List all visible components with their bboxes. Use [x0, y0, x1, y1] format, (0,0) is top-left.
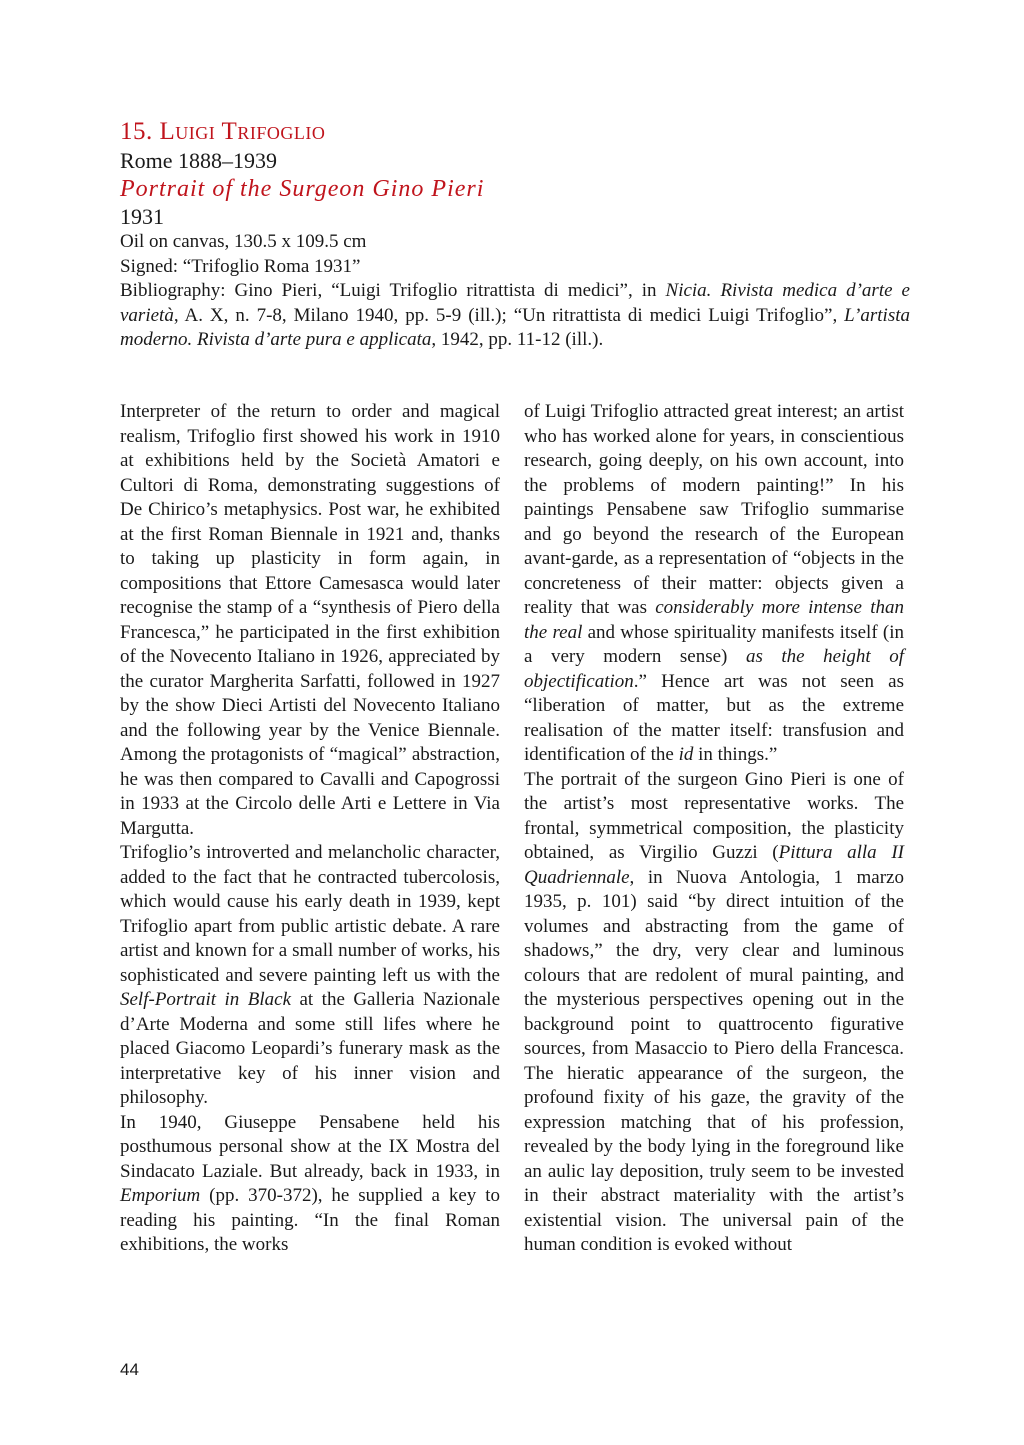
artwork-year: 1931 — [120, 204, 164, 229]
text: In 1940, Giuseppe Pensabene held his posthumous personal show at the IX Mostra del Sindacato Laziale. But already, back in 1933, in — [120, 1111, 500, 1182]
paragraph — [120, 841, 500, 1111]
bibliography-journal-1: Nicia. Rivista medica d’arte e varietà — [120, 280, 910, 326]
paragraph — [524, 768, 904, 1258]
text: in things.” — [693, 744, 778, 765]
bibliography-text: , A. X, n. 7-8, Milano 1940, pp. 5-9 (ill.); “Un ritrattista di medici Luigi Trifoglio”, — [173, 304, 845, 326]
publication-reference: Emporium — [120, 1185, 201, 1206]
text: Trifoglio’s introverted and melancholic character, added to the fact that he contracted tubercolosis, which would cause his early death in 1939, kept Trifoglio apart from public artistic debate. A rare artist and known for a small number of works, his sophisticated and severe painting left us with the — [120, 842, 500, 986]
artwork-title: Portrait of the Surgeon Gino Pieri — [120, 176, 485, 202]
text: and whose spirituality manifests itself (in a very modern sense) — [524, 621, 904, 667]
publication-reference: Pittura alla II Quadriennale — [524, 842, 904, 888]
paragraph: Interpreter of the return to order and magical realism, Trifoglio first showed his work in 1910 at exhibitions held by the Società Amatori e Cultori di Roma, demonstrating suggestions of De Chirico’s metaphysics. Post war, he exhibited at the first Roman Biennale in 1921 and, thanks to taking up plasticity in form again, in compositions that Ettore Camesasca would later recognise the stamp of a “synthesis of Piero della Francesca,” he participated in the first exhibition of the Novecento Italiano in 1926, appreciated by the curator Margherita Sarfatti, followed in 1927 by the show Dieci Artisti del Novecento Italiano and the following year by the Venice Biennale. Among the protagonists of “magical” abstraction, he was then compared to Cavalli and Capogrossi in 1933 at the Circolo delle Arti e Lettere in Via Margutta. — [120, 401, 500, 839]
artwork-medium: Oil on canvas, 130.5 x 109.5 cm — [120, 231, 367, 252]
emphasis: id — [678, 744, 694, 765]
artist-name: Luigi Trifoglio — [159, 118, 326, 145]
artwork-reference: Self-Portrait in Black — [120, 989, 292, 1010]
entry-title — [120, 118, 910, 146]
text: The portrait of the surgeon Gino Pieri is one of the artist’s most representative works. The frontal, symmetrical composition, the plasticity obtained, as Virgilio Guzzi ( — [524, 768, 904, 863]
catalogue-entry-header — [120, 118, 910, 353]
emphasis: as the height of objectification — [524, 646, 904, 692]
artist-origin: Rome 1888–1939 — [120, 148, 278, 173]
body-column-right — [524, 400, 904, 1258]
paragraph — [120, 1111, 500, 1258]
body-column-left — [120, 400, 500, 1258]
text: of Luigi Trifoglio attracted great interest; an artist who has worked alone for years, in conscientious research, going deeply, on his own account, into the problems of modern painting!” In his paintings Pensabene saw Trifoglio summarise and go beyond the research of the European avant-garde, as a representation of “objects in the concreteness of their matter: objects given a reality that was — [524, 401, 904, 618]
bibliography-text: Bibliography: Gino Pieri, “Luigi Trifoglio ritrattista di medici”, in — [120, 280, 666, 301]
bibliography — [120, 279, 910, 353]
entry-number: 15. — [120, 118, 153, 145]
text: (pp. 370-372), he supplied a key to reading his painting. “In the final Roman exhibitions, the works — [120, 1185, 500, 1255]
text: .” Hence art was not seen as “liberation of matter, but as the extreme realisation of the matter itself: transfusion and identification of the — [524, 670, 904, 765]
bibliography-journal-2: L’artista moderno. Rivista d’arte pura e applicata — [120, 304, 910, 350]
page-number: 44 — [120, 1360, 139, 1379]
text: at the Galleria Nazionale d’Arte Moderna and some still lifes where he placed Giacomo Leopardi’s funerary mask as the interpretative key of his inner vision and philosophy. — [120, 989, 500, 1108]
emphasis: considerably more intense than the real — [524, 597, 904, 643]
artwork-signature: Signed: “Trifoglio Roma 1931” — [120, 255, 361, 277]
text: , in Nuova Antologia, 1 marzo 1935, p. 101) said “by direct intuition of the volumes and abstracting from the game of shadows,” the dry, very clear and luminous colours that are redolent of mural painting, and the mysterious perspectives opening out in the background point to quattrocento figurative sources, from Masaccio to Piero della Francesca. The hieratic appearance of the surgeon, the profound fixity of his gaze, the gravity of the expression matching that of his profession, revealed by the body lying in the foreground like an aulic lay deposition, truly seem to be invested in their abstract materiality with the artist’s existential vision. The universal pain of the human condition is evoked without — [524, 866, 904, 1255]
paragraph — [524, 400, 904, 768]
bibliography-text: , 1942, pp. 11-12 (ill.). — [431, 329, 604, 350]
